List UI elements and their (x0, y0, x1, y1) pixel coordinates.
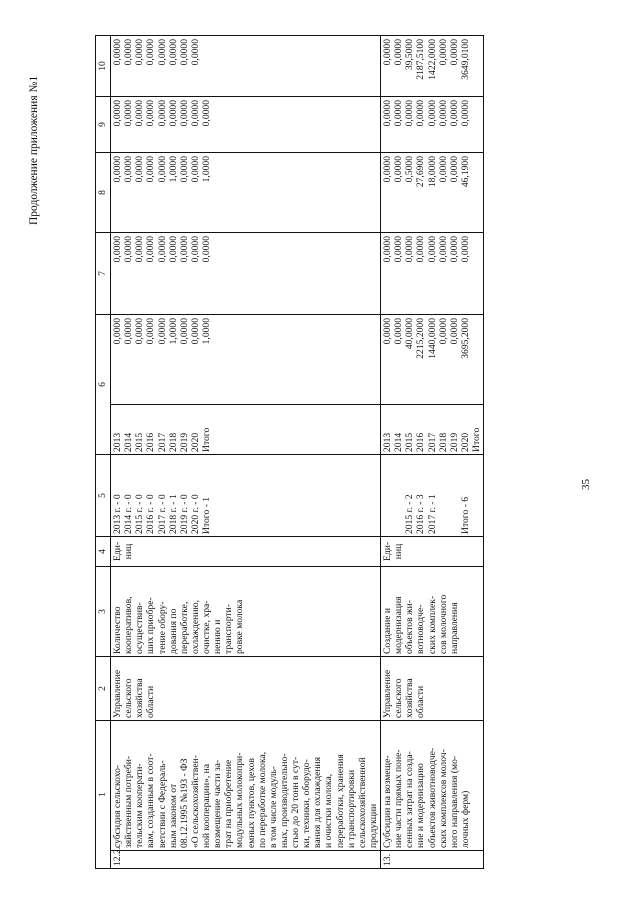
cell-text: 0,0000 (167, 99, 179, 127)
cell-text: 0,0000 (382, 155, 393, 183)
cell-text: 2017 г. - 0 (156, 494, 168, 534)
cell-text (382, 457, 393, 534)
cell-text: 0,0000 (393, 99, 405, 127)
cell-text: 0,0000 (393, 317, 405, 345)
cell-text: ских комплек- (426, 595, 438, 654)
cell-text: 0,0000 (123, 38, 135, 66)
column-header: 8 (96, 152, 111, 232)
cell-text: 2013 (382, 432, 393, 452)
cell-text: 0,0000 (178, 235, 190, 263)
cell-text: 0,0000 (123, 155, 135, 183)
cell-text: 2015 (134, 432, 146, 452)
responsible-executor-cell (381, 656, 484, 720)
cell-text: 0,0000 (382, 235, 393, 263)
indicator-values-cell (111, 454, 381, 536)
cell-text: нению и (212, 619, 224, 654)
cell-text: направления (448, 602, 460, 654)
cell-text: 0,0000 (145, 38, 157, 66)
unit-cell (381, 536, 484, 566)
cell-text: вам, созданным в соот- (145, 753, 157, 848)
cell-text: объектов животноводче- (426, 747, 438, 848)
cell-text: тение обору- (156, 601, 168, 654)
cell-text: 2014 (393, 432, 405, 452)
item-number-cell (111, 846, 381, 869)
cell-text (438, 457, 449, 534)
cell-text: 0,0000 (426, 99, 438, 127)
cell-text: 3695,2000 (459, 317, 471, 359)
responsible-executor-cell (111, 656, 381, 720)
cell-text: сельского (123, 678, 135, 718)
cell-text: 0,0000 (437, 38, 449, 66)
cell-text: дования по (167, 608, 179, 654)
total-funding-cell (111, 314, 381, 404)
cell-text: 0,0000 (178, 317, 190, 345)
cell-text: 2019 г. - 0 (178, 494, 190, 534)
cell-text: 0,0000 (134, 235, 146, 263)
cell-text: 0,0000 (112, 155, 123, 183)
cell-text: 0,0000 (123, 99, 135, 127)
cell-text: сельского (393, 678, 405, 718)
cell-text: стью до 20 тонн в сут- (290, 756, 301, 848)
cell-text: 2018 (167, 432, 179, 452)
cell-text: 0,0000 (404, 99, 416, 127)
unit-cell (111, 536, 381, 566)
cell-text: в том числе модуль- (267, 766, 279, 848)
cell-text: 0,0000 (448, 235, 460, 263)
cell-text: ских комплексов молоч- (437, 749, 449, 848)
cell-text: 0,0000 (201, 99, 212, 127)
cell-text: 0,5000 (404, 155, 416, 183)
cell-text: Субсидии на возмеще- (382, 755, 393, 848)
cell-text: очистке, хра- (201, 600, 212, 654)
cell-text: ших приобре- (145, 597, 157, 654)
cell-text: 0,0000 (437, 99, 449, 127)
cell-text: 2017 г. - 1 (426, 494, 438, 534)
cell-text: ниц (123, 543, 135, 560)
cell-text: 2020 (189, 432, 201, 452)
cell-text: 1440,0000 (426, 317, 438, 359)
cell-text: 0,0000 (459, 99, 471, 127)
cell-text: 0,0000 (134, 155, 146, 183)
appendix-continuation-note: Продолжение приложения №1 (28, 75, 40, 225)
cell-text: Управление (112, 669, 123, 718)
column-header: 4 (96, 536, 111, 566)
column-header: 5 (96, 454, 111, 536)
cell-text: 08.12.1995 №193 - ФЗ (178, 758, 190, 848)
cell-text: продукции (367, 803, 379, 848)
cell-text: «О сельскохозяйствен- (189, 755, 201, 848)
cell-text: ровке молока (234, 599, 246, 654)
cell-text: сенных затрат на созда- (404, 751, 416, 848)
cell-text: 0,0000 (201, 235, 212, 263)
cell-text: 1,0000 (201, 317, 212, 345)
cell-text: 0,0000 (178, 155, 190, 183)
measure-description-cell (381, 720, 484, 850)
cell-text: 2013 (112, 432, 123, 452)
cell-text: ным законом от (167, 783, 179, 848)
cell-text: 0,0000 (393, 38, 405, 66)
cell-text: 0,0000 (448, 155, 460, 183)
cell-text: 0,0000 (145, 235, 157, 263)
column-header: 10 (96, 35, 111, 96)
cell-text: 2016 г. - 0 (145, 494, 157, 534)
cell-text: 0,0000 (189, 155, 201, 183)
cell-text (393, 457, 404, 534)
cell-text: транспорти- (223, 604, 235, 654)
cell-text: 2015 г. - 2 (404, 494, 416, 534)
cell-text: 0,0000 (448, 317, 460, 345)
cell-text: вания для охлаждения (312, 756, 324, 848)
cell-text: охлаждению, (189, 599, 201, 654)
cell-text: Итого - 6 (459, 496, 471, 534)
cell-text: 0,0000 (189, 38, 201, 66)
cell-text: 0,0000 (189, 235, 201, 263)
total-funding-cell (381, 314, 484, 404)
cell-text: 2019 (448, 432, 460, 452)
table-row (381, 35, 484, 868)
cell-text: ных, производительно- (278, 753, 290, 848)
cell-text: 1422,0000 (426, 38, 438, 80)
year-cell (111, 404, 381, 454)
cell-text: 1,0000 (167, 317, 179, 345)
cell-text: 0,0000 (178, 38, 190, 66)
cell-text: модульных молокопри- (234, 752, 246, 848)
cell-text: 2020 г. - 0 (189, 494, 201, 534)
cell-text (449, 457, 460, 534)
cell-text: 0,0000 (437, 317, 449, 345)
cell-text: 13. (382, 854, 393, 866)
cell-text: 0,0000 (415, 99, 427, 127)
cell-text: 27,6900 (415, 155, 427, 188)
cell-text: 0,0000 (382, 38, 393, 66)
cell-text: ной кооперации», на (201, 763, 212, 848)
cell-text: 1,0000 (167, 155, 179, 183)
cell-text: и транспортировки (345, 769, 357, 848)
column-header: 9 (96, 96, 111, 152)
cell-text: сов молочного (437, 594, 449, 654)
cell-text: 2187,5100 (415, 38, 427, 80)
cell-text: 0,0000 (437, 155, 449, 183)
cell-text: 18,0000 (426, 155, 438, 188)
cell-text: 0,0000 (134, 99, 146, 127)
cell-text: 0,0000 (156, 38, 168, 66)
cell-text: Итого (201, 427, 212, 452)
cell-text: 0,0000 (112, 99, 123, 127)
cell-text: 2014 (123, 432, 135, 452)
cell-text: 0,0000 (112, 38, 123, 66)
cell-text: и очистки молока, (323, 773, 335, 848)
measure-description-cell (111, 720, 381, 850)
indicator-name-cell (381, 566, 484, 656)
cell-text: 0,0000 (393, 155, 405, 183)
cell-text: лочных ферм) (459, 790, 471, 848)
cell-text: хозяйства (404, 678, 416, 718)
cell-text: тельским кооперати- (134, 763, 146, 848)
cell-text: 0,0000 (123, 235, 135, 263)
cell-text: емных пунктов, цехов (245, 758, 257, 848)
cell-text: 0,0000 (112, 317, 123, 345)
cell-text: 0,0000 (145, 155, 157, 183)
regional-budget-cell (111, 152, 381, 232)
cell-text: по переработке молока, (256, 751, 268, 848)
cell-text: 0,0000 (189, 99, 201, 127)
cell-text: 39,5000 (404, 38, 416, 71)
table-row (111, 35, 381, 868)
cell-text: 0,0000 (415, 235, 427, 263)
cell-text: трат на приобретение (223, 759, 235, 848)
cell-text: 40,0000 (404, 317, 416, 350)
cell-text: 2016 (145, 432, 157, 452)
federal-budget-cell (381, 232, 484, 314)
cell-text: 0,0000 (134, 38, 146, 66)
cell-text: 2016 (415, 432, 427, 452)
cell-text: ки, техники, оборудо- (301, 759, 313, 848)
cell-text: сельскохозяйственной (356, 757, 368, 848)
cell-text: 1,0000 (201, 155, 212, 183)
item-number-cell (381, 851, 484, 869)
cell-text: 0,0000 (189, 317, 201, 345)
cell-text: 0,0000 (459, 235, 471, 263)
cell-text: возмещение части за- (212, 759, 224, 848)
cell-text: 0,0000 (448, 38, 460, 66)
cell-text: 0,0000 (156, 235, 168, 263)
cell-text: 0,0000 (145, 317, 157, 345)
cell-text: 2015 г. - 0 (134, 494, 146, 534)
cell-text: 2017 (426, 432, 438, 452)
federal-budget-cell (111, 232, 381, 314)
cell-text: 0,0000 (448, 99, 460, 127)
cell-text: 0,0000 (145, 99, 157, 127)
cell-text: кооперативов, (123, 596, 135, 654)
column-header: 1 (96, 720, 111, 868)
cell-text: 0,0000 (123, 317, 135, 345)
column-header: 6 (96, 314, 111, 454)
cell-text: 0,0000 (178, 99, 190, 127)
cell-text: 2018 г. - 1 (167, 494, 179, 534)
page-number: 35 (580, 479, 592, 490)
column-header: 2 (96, 656, 111, 720)
column-header: 3 (96, 566, 111, 656)
column-header: 7 (96, 232, 111, 314)
cell-text: 12.2. (112, 846, 123, 866)
cell-text: 2014 г. - 0 (123, 494, 135, 534)
cell-text: ного направления (мо- (448, 755, 460, 848)
cell-text: 0,0000 (156, 317, 168, 345)
cell-text: Еди- (112, 541, 123, 562)
cell-text: 2016 г. - 3 (415, 494, 427, 534)
cell-text: зяйственным потреби- (123, 755, 135, 848)
column-number-row (96, 35, 111, 868)
cell-text: 0,0000 (393, 235, 405, 263)
cell-text: ниц (393, 543, 405, 560)
cell-text: 0,0000 (134, 317, 146, 345)
cell-text: Создание и (382, 607, 393, 654)
cell-text: переработки, хранения (334, 754, 346, 848)
local-budget-cell (111, 96, 381, 152)
cell-text: 0,0000 (167, 38, 179, 66)
cell-text: 0,0000 (437, 235, 449, 263)
cell-text: 2019 (178, 432, 190, 452)
cell-text: вотноводче- (415, 604, 427, 654)
cell-text: 46,1900 (459, 155, 471, 188)
other-sources-cell (381, 35, 484, 96)
cell-text: 0,0000 (156, 155, 168, 183)
cell-text: 0,0000 (167, 235, 179, 263)
cell-text: Итого (471, 427, 482, 452)
cell-text: ветствии с Федераль- (156, 760, 168, 848)
cell-text: 2215,2000 (415, 317, 427, 359)
program-table (95, 35, 484, 869)
regional-budget-cell (381, 152, 484, 232)
cell-text: Итого - 1 (201, 496, 212, 534)
cell-text: Количество (112, 606, 123, 654)
cell-text: 2015 (404, 432, 416, 452)
cell-text: ние и модернизацию (415, 763, 427, 848)
other-sources-cell (111, 35, 381, 96)
cell-text: 0,0000 (382, 317, 393, 345)
cell-text: Управление (382, 669, 393, 718)
cell-text: модернизация (393, 596, 405, 654)
cell-text: хозяйства (134, 678, 146, 718)
cell-text: объектов жи- (404, 600, 416, 654)
cell-text: 2018 (437, 432, 449, 452)
cell-text: области (415, 685, 427, 718)
cell-text: 0,0000 (112, 235, 123, 263)
cell-text: 2017 (156, 432, 168, 452)
cell-text: субсидия сельскохо- (112, 764, 123, 848)
indicator-values-cell (381, 454, 484, 536)
cell-text: 0,0000 (426, 235, 438, 263)
cell-text: области (145, 685, 157, 718)
indicator-name-cell (111, 566, 381, 656)
cell-text: переработке, (178, 601, 190, 654)
cell-text: 0,0000 (404, 235, 416, 263)
cell-text: Еди- (382, 541, 393, 562)
cell-text: ние части прямых поне- (393, 749, 405, 848)
local-budget-cell (381, 96, 484, 152)
year-cell (381, 404, 484, 454)
cell-text: 3649,0100 (459, 38, 471, 80)
cell-text: 2020 (459, 432, 471, 452)
cell-text: 0,0000 (156, 99, 168, 127)
cell-text: 2013 г. - 0 (112, 494, 123, 534)
cell-text: осуществив- (134, 602, 146, 654)
cell-text: 0,0000 (382, 99, 393, 127)
